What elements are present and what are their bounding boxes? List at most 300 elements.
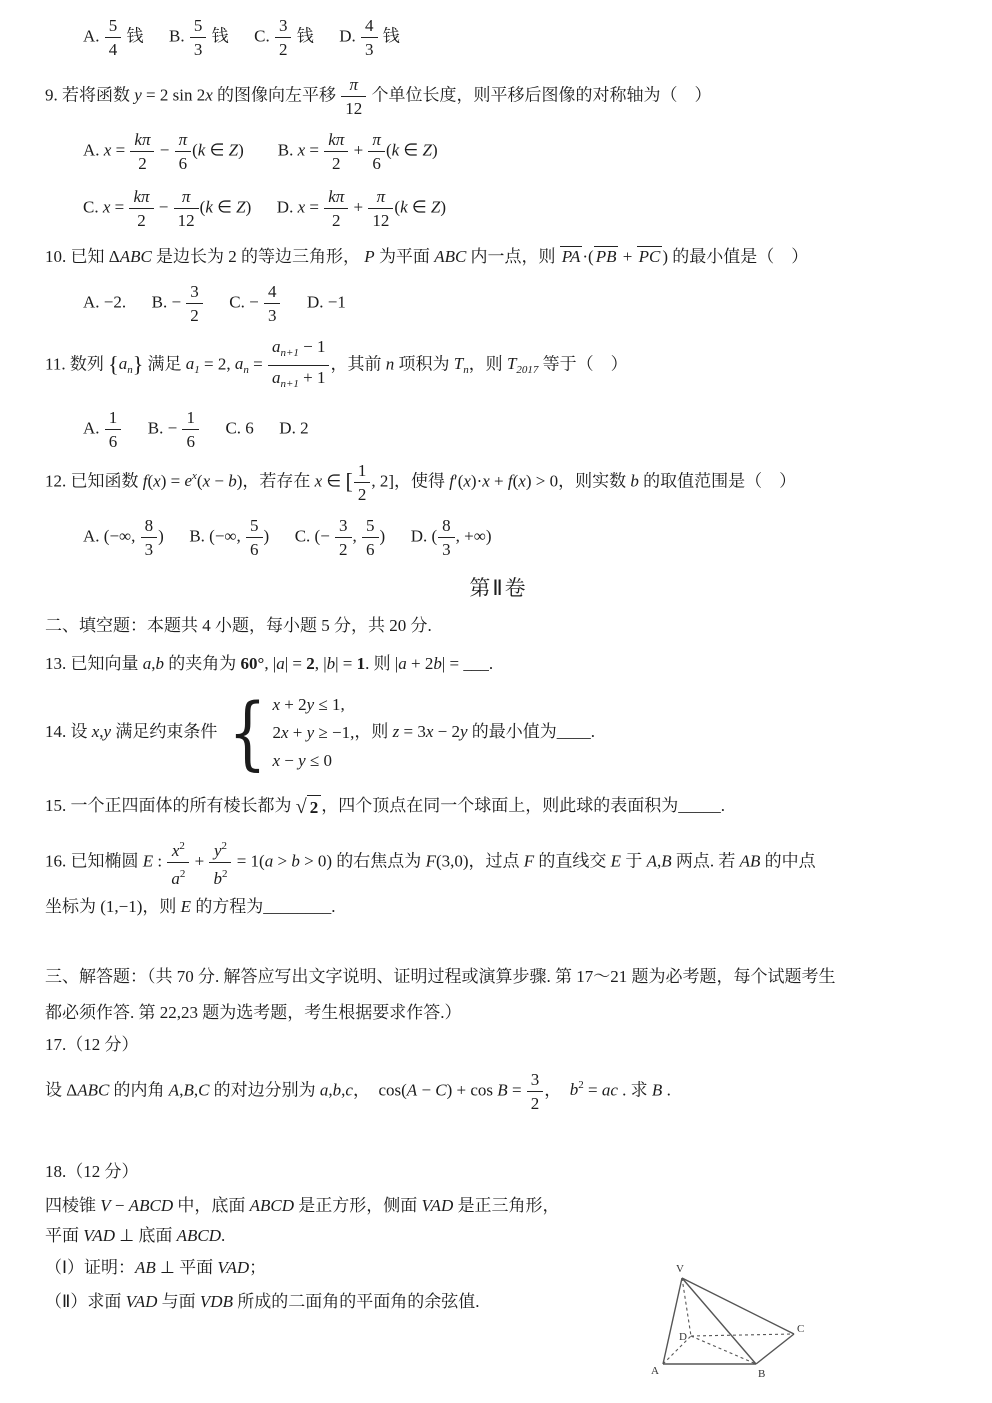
superscripted	[184, 471, 196, 490]
text: ) D. (	[379, 526, 438, 546]
math-var: n	[127, 364, 133, 377]
inequality-system	[222, 686, 355, 779]
fraction	[323, 185, 349, 232]
text: (3,0)，过点	[435, 851, 524, 871]
math-var: ABC	[77, 1080, 110, 1100]
math-var: a	[319, 1080, 329, 1100]
text: 4	[365, 16, 374, 35]
fraction	[340, 73, 367, 120]
text: =	[248, 354, 267, 374]
fraction	[166, 835, 190, 890]
vertex-label-B: B	[758, 1368, 766, 1380]
text: 6	[186, 432, 195, 451]
math-var: b	[291, 851, 300, 871]
text: =	[507, 1080, 526, 1100]
text: 11. 数列	[45, 354, 109, 374]
text: )	[440, 197, 447, 217]
text: 钱 C.	[207, 26, 274, 46]
text: = 2,	[199, 354, 235, 374]
text: = 2 sin 2	[141, 85, 206, 105]
text: 等于（ ）	[538, 354, 628, 374]
math-var: f	[449, 471, 454, 491]
text: 2	[272, 723, 281, 742]
text: ∈	[407, 197, 431, 217]
math-var: y	[103, 721, 112, 741]
q13-stem	[45, 651, 952, 677]
subscripted	[506, 354, 539, 377]
text: + 1	[298, 368, 326, 387]
text: =	[305, 140, 324, 160]
math-var: F	[523, 851, 535, 871]
math-var: x	[463, 471, 471, 491]
text: =	[111, 140, 130, 160]
text: 12. 已知函数	[45, 471, 143, 491]
math-var: x	[153, 471, 161, 491]
text: 钱 B.	[122, 26, 189, 46]
superscripted	[214, 841, 227, 860]
text: ，四个顶点在同一个球面上，则此球的表面积为_____.	[321, 796, 725, 815]
text: ,	[352, 526, 362, 546]
text: ∈	[322, 471, 346, 491]
text: (	[192, 140, 198, 160]
math-var: a	[142, 654, 152, 673]
text: ) =	[160, 471, 185, 491]
q12-options	[45, 514, 952, 561]
math-var: a	[234, 354, 244, 374]
math-var: B	[651, 1080, 663, 1100]
q9-options-row2	[45, 185, 952, 232]
text: 13. 已知向量	[45, 654, 143, 673]
text: 的内角	[109, 1080, 169, 1100]
text: 8	[442, 516, 451, 535]
text: − 2	[433, 721, 460, 741]
math-var: kπ	[328, 187, 345, 206]
math-var: B	[661, 851, 672, 871]
text: ) B. (−∞,	[158, 526, 246, 546]
math-var: b	[569, 1080, 579, 1100]
math-var: VAD	[217, 1258, 250, 1277]
text: 2	[578, 1079, 584, 1092]
pyramid-figure	[645, 1256, 815, 1388]
text: 四棱锥	[45, 1196, 101, 1215]
text: (	[196, 471, 203, 491]
math-var: a	[171, 869, 180, 888]
text: 的中点	[760, 851, 816, 871]
text: ,	[99, 721, 104, 741]
math-var: a	[271, 337, 281, 356]
text: + 2	[406, 654, 434, 673]
text: ∈	[212, 197, 237, 217]
math-var: n+1	[280, 347, 299, 359]
q10-stem	[45, 244, 952, 270]
vector: PB	[595, 247, 617, 266]
text: 6	[366, 540, 375, 559]
math-var: x	[425, 721, 434, 741]
text: ⊥ 底面	[115, 1226, 177, 1245]
text: 1	[194, 364, 200, 377]
math-var: x	[171, 841, 180, 860]
q8-options	[45, 14, 952, 61]
math-var: B	[183, 1080, 194, 1100]
text: 所成的二面角的平面角的余弦值.	[232, 1292, 480, 1311]
text: , |	[264, 654, 277, 673]
text: 17.（12 分）	[45, 1035, 139, 1054]
text: )·	[470, 471, 483, 491]
math-var: x	[205, 85, 213, 105]
text: 的直线交	[534, 851, 611, 871]
math-var: AB	[135, 1258, 156, 1277]
math-var: b	[228, 471, 237, 491]
math-var: a	[118, 354, 128, 374]
text: 是正方形，侧面	[294, 1196, 422, 1215]
text: A.	[83, 26, 104, 46]
superscripted	[171, 869, 185, 888]
text: ≥ −1,	[314, 723, 355, 742]
text: +	[349, 197, 368, 217]
superscripted	[213, 869, 227, 888]
text: 平面	[45, 1226, 84, 1245]
superscripted	[570, 1080, 584, 1099]
math-var: x	[297, 197, 306, 217]
text: 15. 一个正四面体的所有棱长都为	[45, 796, 296, 815]
q15-stem	[45, 793, 952, 819]
math-var: π	[376, 187, 386, 206]
math-var: VAD	[421, 1196, 454, 1215]
math-var: y	[306, 723, 315, 742]
math-var: b	[326, 654, 336, 673]
q11-options	[45, 406, 952, 453]
math-var: y	[306, 695, 315, 714]
edge-DB-hidden	[691, 1336, 756, 1364]
math-var: b	[213, 869, 222, 888]
text: = 1(	[232, 851, 265, 871]
text: 2017	[516, 364, 539, 377]
text: , +∞)	[455, 526, 492, 546]
math-var: E	[610, 851, 622, 871]
text: 6	[108, 432, 118, 451]
text: 9. 若将函数	[45, 85, 135, 105]
math-var: VDB	[199, 1292, 233, 1311]
q9-options-row1	[45, 128, 952, 175]
text: （Ⅰ）证明：	[45, 1258, 136, 1277]
text: −	[110, 1196, 129, 1215]
text: ∈	[205, 140, 229, 160]
math-var: VAD	[83, 1226, 116, 1245]
text: 6	[178, 154, 188, 173]
text: D. −1	[281, 292, 346, 312]
text: 2	[278, 40, 288, 59]
fraction	[128, 185, 154, 232]
fraction	[367, 185, 394, 232]
fraction	[267, 335, 331, 396]
text: | = ___.	[441, 654, 494, 673]
fraction	[361, 514, 380, 561]
fraction	[189, 14, 208, 61]
math-var: ac	[601, 1080, 618, 1100]
text: 2	[339, 540, 348, 559]
text: 两点. 若	[671, 851, 740, 871]
text: ) + cos	[446, 1080, 498, 1100]
text: ；	[249, 1258, 267, 1277]
math-var: ABCD	[249, 1196, 295, 1215]
text: ，则	[354, 721, 393, 741]
text: .	[221, 1226, 226, 1245]
math-var: a	[264, 851, 274, 871]
vertex-label-D: D	[679, 1331, 687, 1343]
edge-VA	[663, 1278, 682, 1364]
text: 5	[366, 516, 375, 535]
subscripted	[118, 354, 133, 377]
math-var: x	[297, 140, 306, 160]
math-var: f	[507, 471, 513, 491]
text: > 0) 的右焦点为	[299, 851, 426, 871]
text: ) D.	[245, 197, 298, 217]
q18-part2	[45, 1289, 952, 1315]
vertex-label-V: V	[676, 1263, 684, 1275]
fraction	[323, 128, 349, 175]
text: .	[662, 1080, 671, 1100]
q11-stem	[45, 335, 952, 396]
text: 3	[365, 40, 374, 59]
fraction	[104, 14, 123, 61]
text: 项积为	[394, 354, 454, 374]
math-var: AB	[739, 851, 761, 871]
text: 6	[372, 154, 381, 173]
text: A.	[83, 418, 104, 438]
math-var: k	[391, 140, 400, 160]
q18-heading	[45, 1159, 952, 1185]
math-var: x	[192, 470, 197, 483]
bold-text: 2	[306, 654, 315, 673]
math-var: n	[385, 354, 395, 374]
text: 的图像向左平移	[212, 85, 341, 105]
sqrt: √ 2	[296, 795, 321, 819]
q18-part1	[45, 1255, 952, 1281]
text: 6	[250, 540, 259, 559]
text: >	[273, 851, 292, 871]
text: 2	[137, 211, 146, 230]
vector: PC	[638, 247, 661, 266]
q17-stem	[45, 1068, 952, 1115]
math-var: T	[506, 354, 517, 374]
math-var: y	[459, 721, 468, 741]
math-var: kπ	[133, 187, 150, 206]
math-var: Z	[422, 140, 432, 160]
text: 4	[267, 282, 277, 301]
text: 满足约束条件	[111, 721, 222, 741]
text: 设 Δ	[45, 1080, 78, 1100]
math-var: a	[398, 654, 407, 673]
math-var: a	[185, 354, 195, 374]
text: 第Ⅱ卷	[469, 576, 528, 600]
fraction	[353, 459, 372, 506]
math-var: A	[406, 1080, 418, 1100]
math-var: b	[332, 1080, 342, 1100]
bold-text: 1	[356, 654, 366, 673]
text: 3	[190, 282, 199, 301]
text: 2	[309, 798, 319, 817]
text: 2	[530, 1094, 540, 1113]
fraction	[185, 280, 204, 327]
math-var: T	[453, 354, 464, 374]
subscripted	[453, 354, 469, 377]
text: ≤ 0	[305, 751, 333, 770]
math-var: π	[181, 187, 191, 206]
big-delimiter: [	[345, 468, 353, 494]
text: 14. 设	[45, 721, 92, 741]
text: +	[288, 723, 307, 742]
math-var: π	[178, 130, 188, 149]
q16-stem-line1	[45, 835, 952, 890]
text: 满足	[143, 354, 186, 374]
q14-stem	[45, 686, 952, 779]
text: ,	[656, 851, 662, 871]
brace: {	[227, 686, 267, 779]
math-var: ABC	[434, 247, 467, 266]
text: 2	[332, 154, 341, 173]
math-var: E	[180, 897, 192, 916]
text: 的最小值为____.	[467, 721, 596, 741]
text: ,	[193, 1080, 199, 1100]
edge-DC-hidden	[691, 1334, 794, 1336]
text: , 2]，使得	[371, 471, 450, 491]
text: （Ⅱ）求面	[45, 1292, 126, 1311]
text: +	[190, 851, 209, 871]
edge-VC	[682, 1278, 794, 1334]
bold-text: 60°	[240, 654, 265, 673]
math-var: x	[272, 751, 281, 770]
text: (	[512, 471, 519, 491]
text: ,	[328, 1080, 333, 1100]
text: B. −	[122, 418, 182, 438]
math-var: y	[298, 751, 306, 770]
text: 内一点，则	[466, 247, 560, 266]
fraction	[140, 514, 159, 561]
fraction	[274, 14, 293, 61]
q9-stem	[45, 73, 952, 120]
text: 2	[179, 840, 185, 852]
math-var: VAD	[125, 1292, 158, 1311]
math-var: x	[202, 471, 211, 491]
text: 的取值范围是（ ）	[638, 471, 797, 491]
text: −	[417, 1080, 436, 1100]
subscripted	[271, 337, 299, 359]
text: ，其前	[330, 354, 386, 374]
text: 都必须作答. 第 22,23 题为选考题，考生根据要求作答.）	[45, 1003, 462, 1022]
text: ⊥ 平面	[155, 1258, 218, 1277]
text: C. −	[203, 292, 263, 312]
text: ∈	[399, 140, 423, 160]
text: 8	[144, 516, 154, 535]
superscripted	[172, 841, 185, 860]
text: +	[489, 471, 508, 491]
text: ,	[179, 1080, 184, 1100]
q17-heading	[45, 1032, 952, 1058]
text: 18.（12 分）	[45, 1162, 139, 1181]
text: +	[349, 140, 368, 160]
answer-section-header-line2	[45, 1000, 952, 1026]
text: 16. 已知椭圆	[45, 851, 143, 871]
text: 的夹角为	[164, 654, 241, 673]
math-var: n	[463, 364, 469, 377]
math-var: C	[198, 1080, 210, 1100]
text: 3	[267, 306, 277, 325]
text: 三、解答题：（共 70 分. 解答应写出文字说明、证明过程或演算步骤. 第 17～21 题为必考题，每个试题考生	[45, 967, 836, 986]
text: :	[153, 851, 167, 871]
math-var: z	[392, 721, 400, 741]
q10-options	[45, 280, 952, 327]
math-var: x	[91, 721, 100, 741]
text: ) C. (−	[263, 526, 335, 546]
text: +	[618, 247, 637, 266]
answer-section-header-line1	[45, 964, 952, 990]
edge-VB	[682, 1278, 756, 1364]
fill-in-section-header	[45, 613, 952, 639]
vector: PA	[561, 247, 581, 266]
math-var: kπ	[328, 130, 345, 149]
text: 5	[193, 16, 203, 35]
text: 3	[278, 16, 288, 35]
math-var: k	[197, 140, 206, 160]
text: ·(	[582, 247, 594, 266]
text: ,	[151, 654, 156, 673]
fraction	[104, 406, 123, 453]
text: 1	[357, 461, 367, 480]
math-var: π	[372, 130, 381, 149]
text: 的方程为________.	[191, 897, 336, 916]
vertex-label-A: A	[651, 1365, 659, 1377]
math-var: x	[102, 197, 111, 217]
text: 是边长为 2 的等边三角形，	[151, 247, 365, 266]
math-var: n+1	[280, 378, 299, 390]
math-var: ABC	[119, 247, 152, 266]
text: C.	[83, 197, 103, 217]
math-var: x	[482, 471, 490, 491]
text: 与面	[157, 1292, 200, 1311]
math-var: Z	[236, 197, 246, 217]
text: + 2	[280, 695, 307, 714]
q18-stem-line1	[45, 1193, 952, 1219]
math-var: b	[155, 654, 164, 673]
math-var: a	[271, 368, 281, 387]
text: −	[210, 471, 229, 491]
fraction	[245, 514, 264, 561]
text: 2	[221, 840, 227, 852]
math-var: P	[364, 247, 375, 266]
text: −	[154, 197, 173, 217]
fraction	[437, 514, 456, 561]
math-var: y	[134, 85, 142, 105]
math-var: F	[425, 851, 436, 871]
fraction	[129, 128, 155, 175]
text: 1	[186, 408, 195, 427]
vertex-label-C: C	[797, 1323, 805, 1335]
edge-BC	[756, 1334, 794, 1364]
math-var: k	[205, 197, 213, 217]
text: ) > 0，则实数	[525, 471, 631, 491]
text: 钱 D.	[292, 26, 360, 46]
fraction	[367, 128, 386, 175]
text: 2	[190, 306, 199, 325]
text: ，	[544, 1080, 570, 1100]
text: 4	[108, 40, 118, 59]
fraction	[263, 280, 282, 327]
text: 2	[179, 868, 186, 880]
text: | =	[335, 654, 357, 673]
text: 中，底面	[173, 1196, 250, 1215]
text: − 1	[298, 337, 326, 356]
text: . 求	[617, 1080, 652, 1100]
